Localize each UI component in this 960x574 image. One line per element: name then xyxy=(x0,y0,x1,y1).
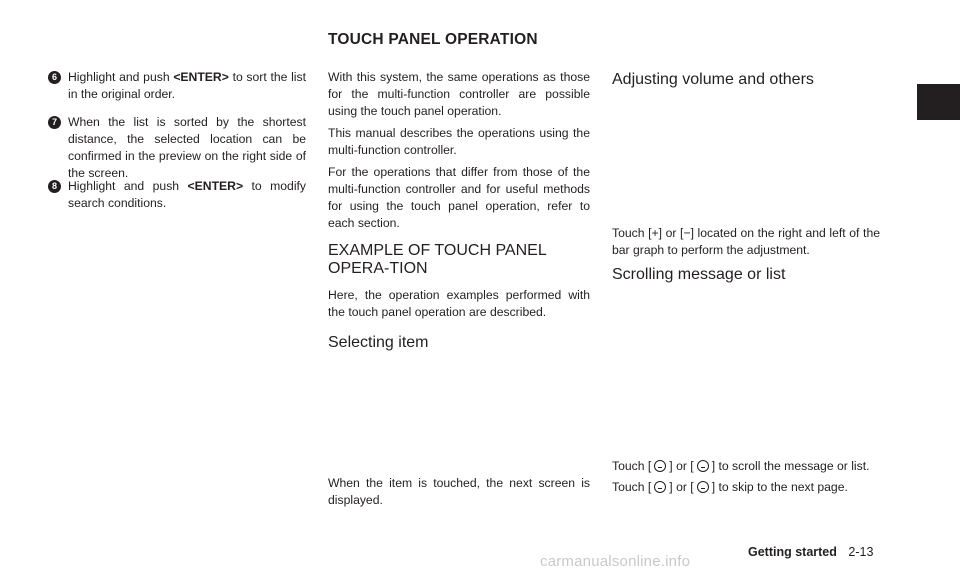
selecting-item-text: When the item is touched, the next screen is displayed. xyxy=(328,476,590,507)
scroll-up-icon xyxy=(654,460,666,472)
example-heading: EXAMPLE OF TOUCH PANEL OPERA-TION xyxy=(328,242,547,277)
page-up-icon xyxy=(654,481,666,493)
adjusting-volume-text: Touch [+] or [−] located on the right and left of the bar graph to perform the adjustment. xyxy=(612,226,880,257)
skip-instruction: Touch [ ] or [ ] to skip to the next page. xyxy=(612,480,848,494)
step-8: 8 Highlight and push <ENTER> to modify search conditions. xyxy=(48,178,306,212)
intro-paragraph: With this system, the same operations as those for the multi-function controller are possible using the touch panel operation. xyxy=(328,70,590,118)
adjusting-volume-heading: Adjusting volume and others xyxy=(612,71,814,88)
selecting-item-heading: Selecting item xyxy=(328,334,429,351)
step-number: 6 xyxy=(48,71,61,84)
middle-column xyxy=(328,69,590,352)
footer-section: Getting started xyxy=(748,545,837,559)
step-number: 8 xyxy=(48,180,61,193)
scrolling-heading: Scrolling message or list xyxy=(612,266,786,283)
scroll-down-icon xyxy=(697,460,709,472)
example-paragraph: Here, the operation examples performed with the touch panel operation are described. xyxy=(328,288,590,319)
page-footer xyxy=(748,544,873,561)
step-number: 7 xyxy=(48,116,61,129)
chapter-tab-marker xyxy=(917,84,960,120)
step-6: 6 Highlight and push <ENTER> to sort the list in the original order. xyxy=(48,69,306,103)
manual-paragraph: This manual describes the operations using the multi-function controller. xyxy=(328,126,590,157)
section-title: TOUCH PANEL OPERATION xyxy=(328,31,538,48)
footer-page-number: 2-13 xyxy=(848,545,874,559)
watermark: carmanualsonline.info xyxy=(540,553,691,570)
scroll-instruction: Touch [ ] or [ ] to scroll the message or list. xyxy=(612,459,870,473)
page-down-icon xyxy=(697,481,709,493)
step-7: 7 When the list is sorted by the shortest distance, the selected location can be confirmed in the preview on the right side of the screen. xyxy=(48,114,306,182)
differences-paragraph: For the operations that differ from those of the multi-function controller and for useful methods for using the touch panel operation, refer to each section. xyxy=(328,165,590,230)
